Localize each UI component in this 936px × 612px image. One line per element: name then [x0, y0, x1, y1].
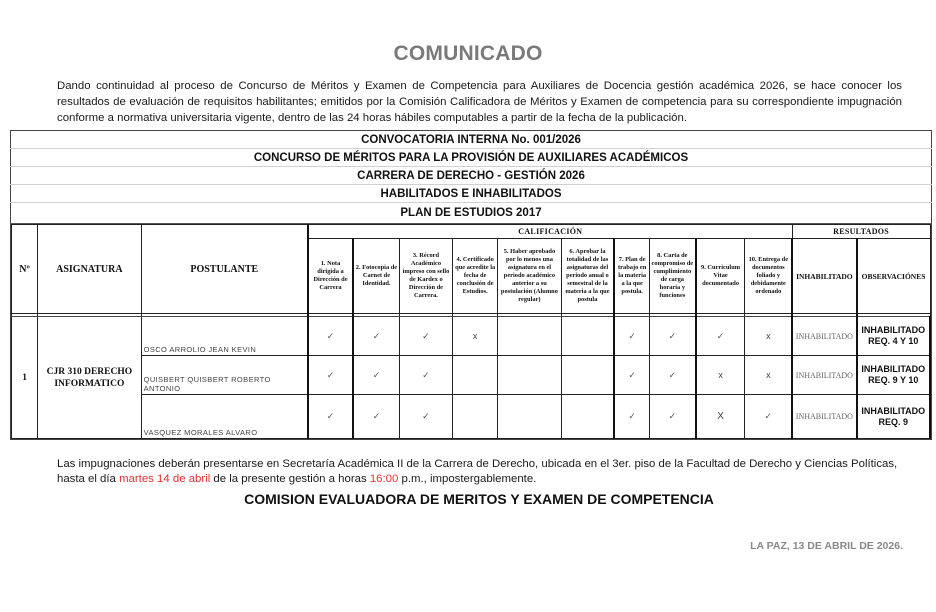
banner-row [11, 203, 932, 224]
req-6-mark [561, 356, 614, 395]
banner-row [11, 149, 932, 167]
banner-plan: PLAN DE ESTUDIOS 2017 [11, 203, 932, 224]
req-10-mark: x [745, 317, 792, 356]
req-3-mark: ✓ [399, 395, 452, 439]
postulante-name: VASQUEZ MORALES ALVARO [141, 395, 308, 439]
req-9-mark: ✓ [696, 317, 745, 356]
observacion-status: INHABILITADO [861, 405, 926, 416]
notice-text-b: de la presente gestión a horas [210, 473, 370, 485]
row-number: 1 [12, 317, 38, 439]
req-10-mark: x [745, 356, 792, 395]
header-num: Nº [12, 225, 38, 314]
req-4-mark: x [453, 317, 498, 356]
header-calificacion: CALIFICACIÓN [308, 225, 792, 239]
header-req-10: 10. Entrega de documentos foliado y debidamente ordenado [745, 239, 792, 314]
banner-row [11, 167, 932, 185]
observacion-status: INHABILITADO [861, 364, 926, 374]
header-req-9: 9. Curriculum Vitae documentado [696, 239, 745, 314]
banner-carrera: CARRERA DE DERECHO - GESTIÓN 2026 [11, 167, 932, 185]
observacion-status: INHABILITADO [861, 325, 926, 335]
req-1-mark: ✓ [308, 356, 353, 395]
banner-convocatoria: CONVOCATORIA INTERNA No. 001/2026 [11, 131, 932, 149]
evaluation-grid [11, 224, 931, 439]
observacion-req: REQ. 4 Y 10 [868, 336, 919, 346]
header-req-8: 8. Carta de compromiso de cumplimiento de carga horaria y funciones [649, 239, 695, 314]
req-5-mark [498, 395, 561, 439]
banner-habilitados: HABILITADOS E INHABILITADOS [11, 185, 932, 203]
req-3-mark: ✓ [399, 356, 452, 395]
postulante-name: OSCO ARROLIO JEAN KEVIN [141, 317, 308, 356]
header-inhabilitado: INHABILITADO [792, 239, 856, 314]
req-2-mark: ✓ [353, 356, 399, 395]
req-7-mark: ✓ [614, 356, 649, 395]
resultado-cell: INHABILITADO [792, 395, 856, 439]
table-row [12, 356, 931, 395]
req-8-mark: ✓ [649, 395, 695, 439]
banner-concurso: CONCURSO DE MÉRITOS PARA LA PROVISIÓN DE AUXILIARES ACADÉMICOS [11, 149, 932, 167]
table-row [12, 395, 931, 439]
req-1-mark: ✓ [308, 395, 353, 439]
results-table [10, 130, 932, 440]
notice-text-a: Las impugnaciones deberán presentarse en Secretaría Académica II de la Carrera de Derecho, ubicada en el 3er. piso de la Facultad de Derecho y Ciencias Políticas, hasta el día [57, 458, 898, 485]
req-4-mark [453, 395, 498, 439]
resultado-cell: INHABILITADO [792, 356, 856, 395]
req-6-mark [561, 317, 614, 356]
req-9-mark: X [696, 395, 745, 439]
header-postulante: POSTULANTE [141, 225, 308, 314]
req-7-mark: ✓ [614, 317, 649, 356]
asignatura-cell: CJR 310 DERECHO INFORMATICO [38, 317, 141, 439]
header-req-1: 1. Nota dirigida a Dirección de Carrera [308, 239, 353, 314]
req-5-mark [498, 317, 561, 356]
observacion-req: REQ. 9 Y 10 [868, 375, 919, 385]
resultado-cell: INHABILITADO [792, 317, 856, 356]
observacion-cell [857, 395, 930, 439]
header-req-2: 2. Fotocopia de Carnet de Identidad. [353, 239, 399, 314]
req-8-mark: ✓ [649, 317, 695, 356]
header-req-3: 3. Récord Académico impreso con sello de Kardex o Dirección de Carrera. [399, 239, 452, 314]
table-row [12, 317, 931, 356]
req-2-mark: ✓ [353, 317, 399, 356]
issue-date: LA PAZ, 13 DE ABRIL DE 2026. [750, 540, 903, 552]
intro-paragraph: Dando continuidad al proceso de Concurso de Méritos y Examen de Competencia para Auxiliares de Docencia gestión académica 2026, se hace conocer los resultados de evaluación de requisitos habilitantes; emitidos por la Comisión Calificadora de Méritos y Examen de competencia para su correspondiente impugnación conforme a normativa universitaria vigente, dentro de las 24 horas hábiles computables a partir de la fecha de la publicación. [57, 80, 902, 124]
req-7-mark: ✓ [614, 395, 649, 439]
page-title: COMUNICADO [393, 42, 543, 65]
req-2-mark: ✓ [353, 395, 399, 439]
notice-text-c: p.m., impostergablemente. [398, 473, 537, 485]
deadline-time: 16:00 [369, 473, 399, 485]
req-3-mark: ✓ [399, 317, 452, 356]
header-observaciones: OBSERVACIÓNES [857, 239, 930, 314]
observacion-cell [857, 317, 930, 356]
req-9-mark: x [696, 356, 745, 395]
req-6-mark [561, 395, 614, 439]
banner-row [11, 131, 932, 149]
banner-row [11, 185, 932, 203]
commission-signature: COMISION EVALUADORA DE MERITOS Y EXAMEN DE COMPETENCIA [244, 491, 714, 507]
deadline-date: martes 14 de abril [119, 473, 211, 485]
req-1-mark: ✓ [308, 317, 353, 356]
header-resultados: RESULTADOS [792, 225, 930, 239]
header-req-6: 6. Aprobar la totalidad de las asignaturas del periodo anual o semestral de la materia a la que postula [561, 239, 614, 314]
header-req-5: 5. Haber aprobado por lo menos una asignatura en el periodo académico anterior a su postulación (Alumno regular) [498, 239, 561, 314]
observacion-req: REQ. 9 [878, 416, 909, 427]
impugnation-notice [57, 457, 907, 487]
header-asignatura: ASIGNATURA [38, 225, 141, 314]
postulante-name: QUISBERT QUISBERT ROBERTO ANTONIO [141, 356, 308, 395]
header-req-7: 7. Plan de trabajo en la materia a la que postula. [614, 239, 649, 314]
req-4-mark [453, 356, 498, 395]
req-5-mark [498, 356, 561, 395]
observacion-cell [857, 356, 930, 395]
header-req-4: 4. Certificado que acredite la fecha de conclusión de Estudios. [453, 239, 498, 314]
req-8-mark: ✓ [649, 356, 695, 395]
req-10-mark: ✓ [745, 395, 792, 439]
